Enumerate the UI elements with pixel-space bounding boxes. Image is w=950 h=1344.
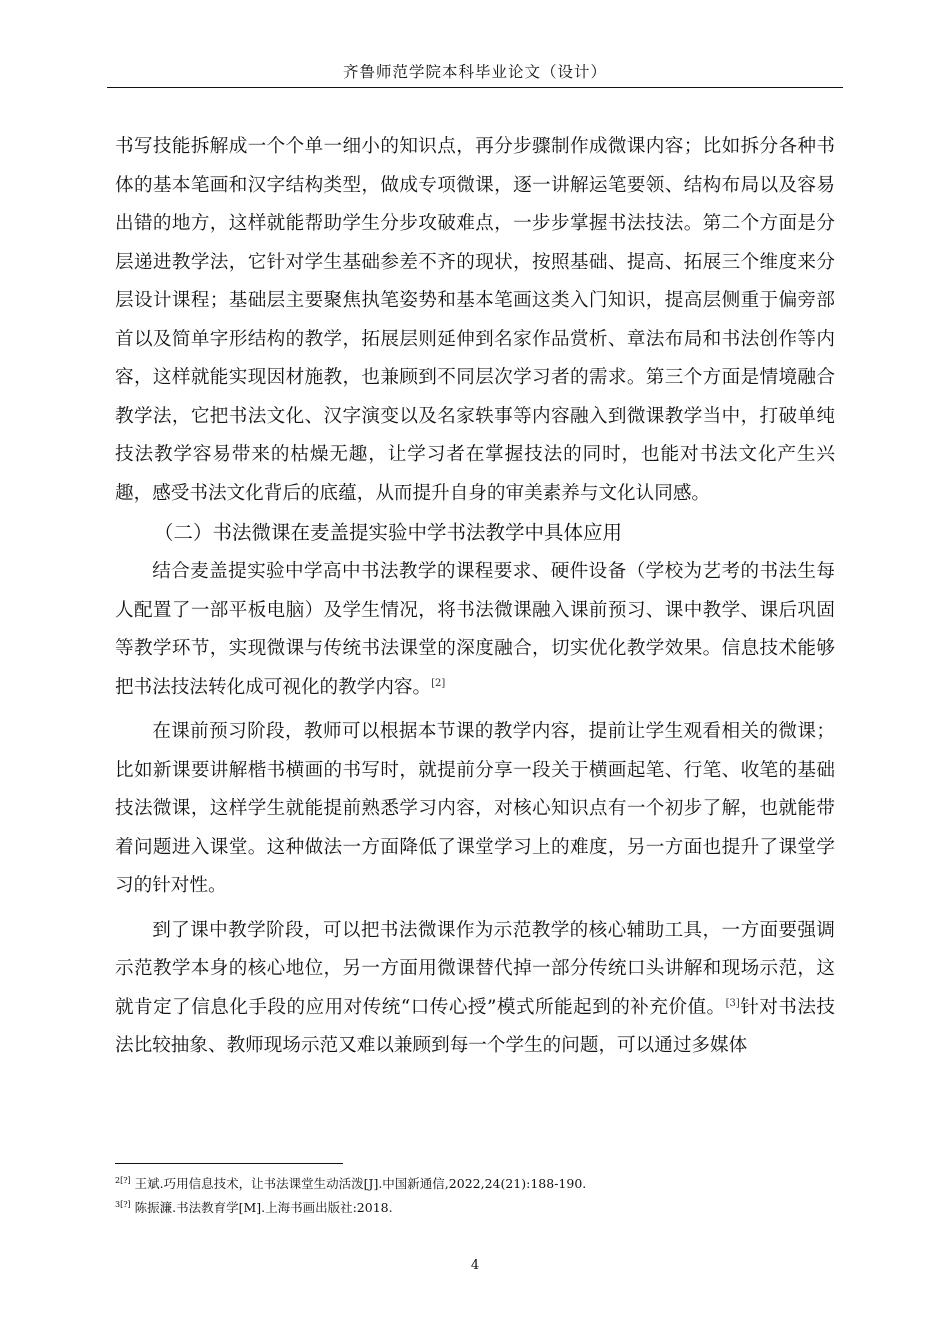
paragraph-1: 书写技能拆解成一个个单一细小的知识点，再分步骤制作成微课内容；比如拆分各种书体的基本笔画和汉字结构类型，做成专项微课，逐一讲解运笔要领、结构布局以及容易出错的地方，这样就能帮助学生分步攻破难点，一步步掌握书法技法。第二个方面是分层递进教学法，它针对学生基础参差不齐的现状，按照基础、提高、拓展三个维度来分层设计课程；基础层主要聚焦执笔姿势和基本笔画这类入门知识，提高层侧重于偏旁部首以及简单字形结构的教学，拓展层则延伸到名家作品赏析、章法布局和书法创作等内容，这样就能实现因材施教，也兼顾到不同层次学习者的需求。第三个方面是情境融合教学法，它把书法文化、汉字演变以及名家轶事等内容融入到微课教学当中，打破单纯技法教学容易带来的枯燥无趣，让学习者在掌握技法的同时，也能对书法文化产生兴趣，感受书法文化背后的底蕴，从而提升自身的审美素养与文化认同感。	[115, 136, 835, 504]
footnote-item	[115, 1194, 835, 1218]
citation-ref-3: [3]	[725, 997, 740, 1009]
paragraph-2	[115, 553, 835, 707]
page-header: 齐鲁师范学院本科毕业论文（设计）	[342, 63, 607, 81]
page-number: 4	[470, 1258, 480, 1273]
section-heading: （二）书法微课在麦盖提实验中学书法教学中具体应用	[154, 521, 623, 544]
footnote-mark: 3[?]	[115, 1200, 131, 1210]
footnote-text: 陈振濂.书法教育学[M].上海书画出版社:2018.	[130, 1200, 393, 1216]
footnote-text: 王斌.巧用信息技术，让书法课堂生动活泼[J].中国新通信,2022,24(21):188-190.	[130, 1176, 587, 1192]
footnote-rule	[115, 1163, 343, 1164]
citation-ref-2: [2]	[431, 677, 446, 689]
paragraph-4-text-b: 针对书法技法比较抽象、教师现场示范又难以兼顾到每一个学生的问题，可以通过多媒体	[115, 996, 835, 1056]
paragraph-4-text-a: 到了课中教学阶段，可以把书法微课作为示范教学的核心辅助工具，一方面要强调示范教学本身的核心地位，另一方面用微课替代掉一部分传统口头讲解和现场示范，这就肯定了信息化手段的应用对传统“口传心授”模式所能起到的补充价值。	[115, 919, 835, 1018]
body-text	[115, 128, 835, 1066]
footnotes	[115, 1170, 835, 1218]
paragraph-2-text: 结合麦盖提实验中学高中书法教学的课程要求、硬件设备（学校为艺考的书法生每人配置了一部平板电脑）及学生情况，将书法微课融入课前预习、课中教学、课后巩固等教学环节，实现微课与传统书法课堂的深度融合，切实优化教学效果。信息技术能够把书法技法转化成可视化的教学内容。	[115, 561, 835, 698]
paragraph-4	[115, 912, 835, 1066]
header-rule	[107, 87, 843, 88]
paragraph-3: 在课前预习阶段，教师可以根据本节课的教学内容，提前让学生观看相关的微课；比如新课要讲解楷书横画的书写时，就提前分享一段关于横画起笔、行笔、收笔的基础技法微课，这样学生就能提前熟悉学习内容，对核心知识点有一个初步了解，也就能带着问题进入课堂。这种做法一方面降低了课堂学习上的难度，另一方面也提升了课堂学习的针对性。	[115, 721, 835, 896]
footnote-mark: 2[?]	[115, 1176, 131, 1185]
footnote-item	[115, 1170, 835, 1194]
